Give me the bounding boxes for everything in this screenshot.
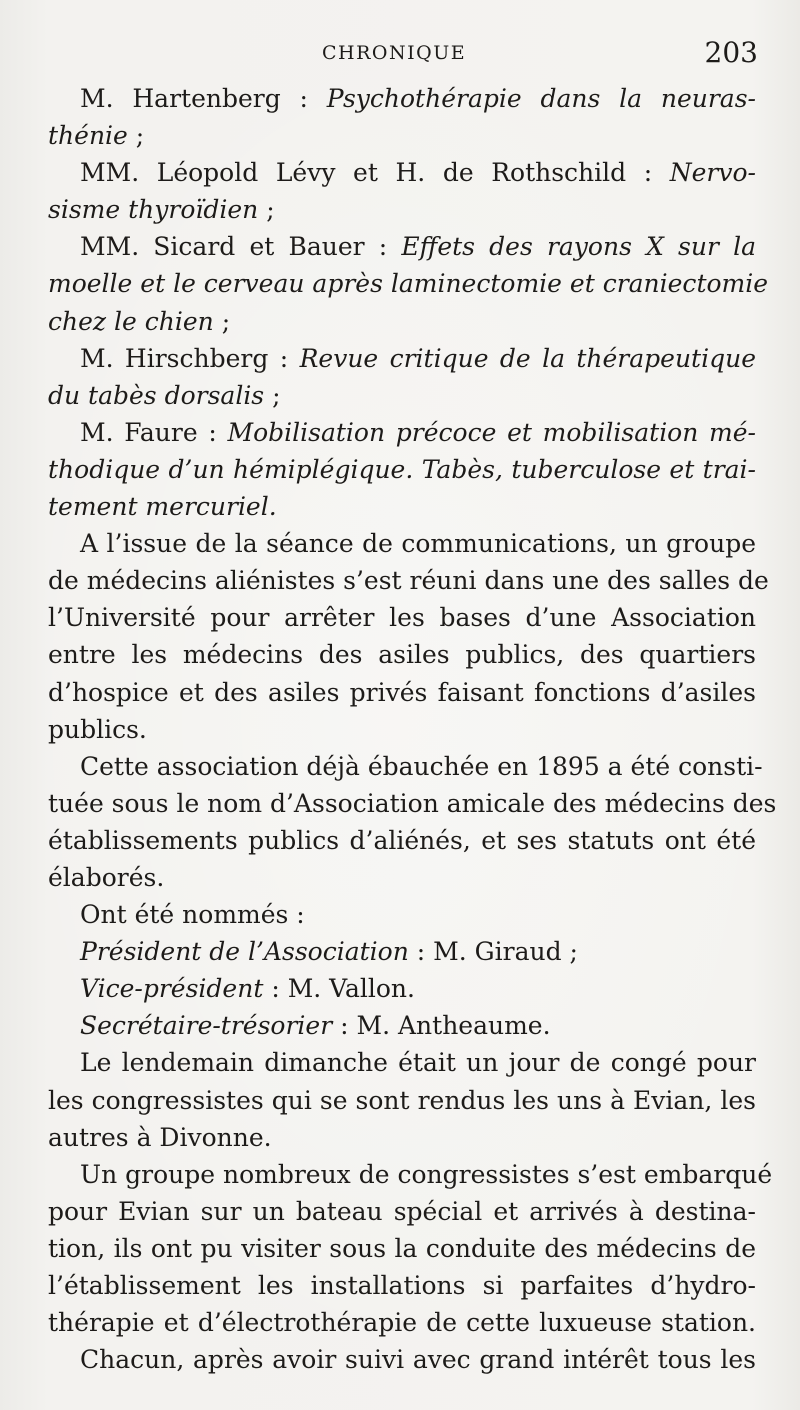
- text-span: pour Evian sur un bateau spécial et arrivés à destina-: [48, 1196, 756, 1226]
- text-line: [48, 674, 756, 711]
- text-span: A l’issue de la séance de communications, un groupe: [80, 529, 756, 559]
- page-number: 203: [704, 36, 758, 69]
- text-line: [48, 154, 756, 191]
- page-header: [0, 36, 800, 70]
- text-span: Le lendemain dimanche était un jour de congé pour: [80, 1048, 756, 1078]
- text-line: [48, 228, 756, 265]
- text-span: d’hospice et des asiles privés faisant fonctions d’asiles: [48, 677, 756, 707]
- text-line: [48, 1304, 756, 1341]
- text-span: ;: [258, 195, 275, 225]
- text-line: [48, 1007, 756, 1044]
- running-head: CHRONIQUE: [322, 42, 467, 64]
- text-line: [48, 451, 756, 488]
- text-span: M. Hirschberg :: [80, 343, 300, 373]
- italic-text: Effets des rayons X sur la: [401, 232, 756, 262]
- text-span: autres à Divonne.: [48, 1122, 272, 1152]
- text-line: [48, 265, 769, 302]
- text-line: [48, 785, 777, 822]
- body-text: [48, 80, 777, 1378]
- text-line: [48, 80, 756, 117]
- text-line: [48, 377, 756, 414]
- text-span: l’établissement les installations si parfaites d’hydro-: [48, 1271, 756, 1300]
- italic-text: Mobilisation précoce et mobilisation mé-: [227, 417, 756, 447]
- text-span: de médecins aliénistes s’est réuni dans une des salles de: [48, 566, 769, 596]
- text-span: Cette association déjà ébauchée en 1895 a été consti-: [80, 751, 763, 781]
- text-span: ;: [264, 380, 281, 410]
- text-line: [48, 1156, 773, 1193]
- text-span: thérapie et d’électrothérapie de cette luxueuse station.: [48, 1308, 756, 1338]
- text-line: [48, 1082, 756, 1119]
- italic-text: Président de l’Association: [80, 937, 409, 967]
- text-line: [48, 414, 756, 451]
- text-span: : M. Antheaume.: [332, 1011, 551, 1041]
- italic-text: chez le chien: [48, 306, 214, 336]
- italic-text: thodique d’un hémiplégique. Tabès, tuberculose et trai-: [48, 454, 756, 484]
- text-line: [48, 933, 756, 970]
- text-span: élaborés.: [48, 862, 165, 892]
- text-span: publics.: [48, 714, 147, 744]
- text-line: [48, 896, 756, 933]
- italic-text: Secrétaire-trésorier: [80, 1011, 333, 1041]
- text-line: [48, 562, 769, 599]
- text-span: l’Université pour arrêter les bases d’une Association: [48, 603, 756, 633]
- italic-text: Revue critique de la thérapeutique: [299, 343, 756, 373]
- text-span: MM. Léopold Lévy et H. de Rothschild :: [80, 158, 670, 188]
- text-line: [48, 1341, 756, 1378]
- text-span: tuée sous le nom d’Association amicale des médecins des: [48, 788, 777, 818]
- text-span: les congressistes qui se sont rendus les uns à Evian, les: [48, 1085, 756, 1115]
- text-span: MM. Sicard et Bauer :: [80, 232, 402, 262]
- text-line: [48, 488, 756, 525]
- text-line: [48, 636, 756, 673]
- italic-text: du tabès dorsalis: [48, 380, 265, 410]
- text-span: M. Faure :: [80, 417, 228, 447]
- italic-text: tement mercuriel.: [48, 492, 277, 522]
- text-span: M. Hartenberg :: [80, 84, 327, 113]
- text-span: Chacun, après avoir suivi avec grand intérêt tous les: [80, 1345, 756, 1375]
- text-line: [48, 1193, 756, 1230]
- text-line: [48, 970, 756, 1007]
- text-line: [48, 822, 756, 859]
- text-span: : M. Vallon.: [263, 974, 415, 1004]
- text-line: [48, 303, 756, 340]
- text-line: [48, 711, 756, 748]
- text-line: [48, 1119, 756, 1156]
- text-line: [48, 859, 756, 896]
- italic-text: sisme thyroïdien: [48, 195, 259, 225]
- text-span: ;: [127, 121, 145, 151]
- text-line: [48, 748, 763, 785]
- text-line: [48, 1267, 756, 1304]
- text-line: [48, 525, 756, 562]
- italic-text: Psychothérapie dans la neuras-: [326, 84, 756, 113]
- text-span: Ont été nommés :: [80, 900, 305, 930]
- italic-text: thénie: [48, 121, 128, 151]
- italic-text: Vice-président: [80, 974, 264, 1004]
- text-span: Un groupe nombreux de congressistes s’est embarqué: [80, 1159, 773, 1189]
- text-span: établissements publics d’aliénés, et ses statuts ont été: [48, 825, 756, 855]
- text-line: [48, 191, 756, 228]
- text-span: tion, ils ont pu visiter sous la conduite des médecins de: [48, 1233, 756, 1263]
- text-line: [48, 1230, 756, 1267]
- text-span: : M. Giraud ;: [408, 937, 578, 967]
- text-line: [48, 117, 756, 154]
- text-span: ;: [213, 306, 231, 336]
- text-line: [48, 599, 756, 636]
- text-span: entre les médecins des asiles publics, des quartiers: [48, 640, 756, 670]
- italic-text: Nervo-: [669, 158, 756, 188]
- italic-text: moelle et le cerveau après laminectomie et craniectomie: [48, 269, 769, 299]
- text-line: [48, 340, 756, 377]
- text-line: [48, 1044, 756, 1081]
